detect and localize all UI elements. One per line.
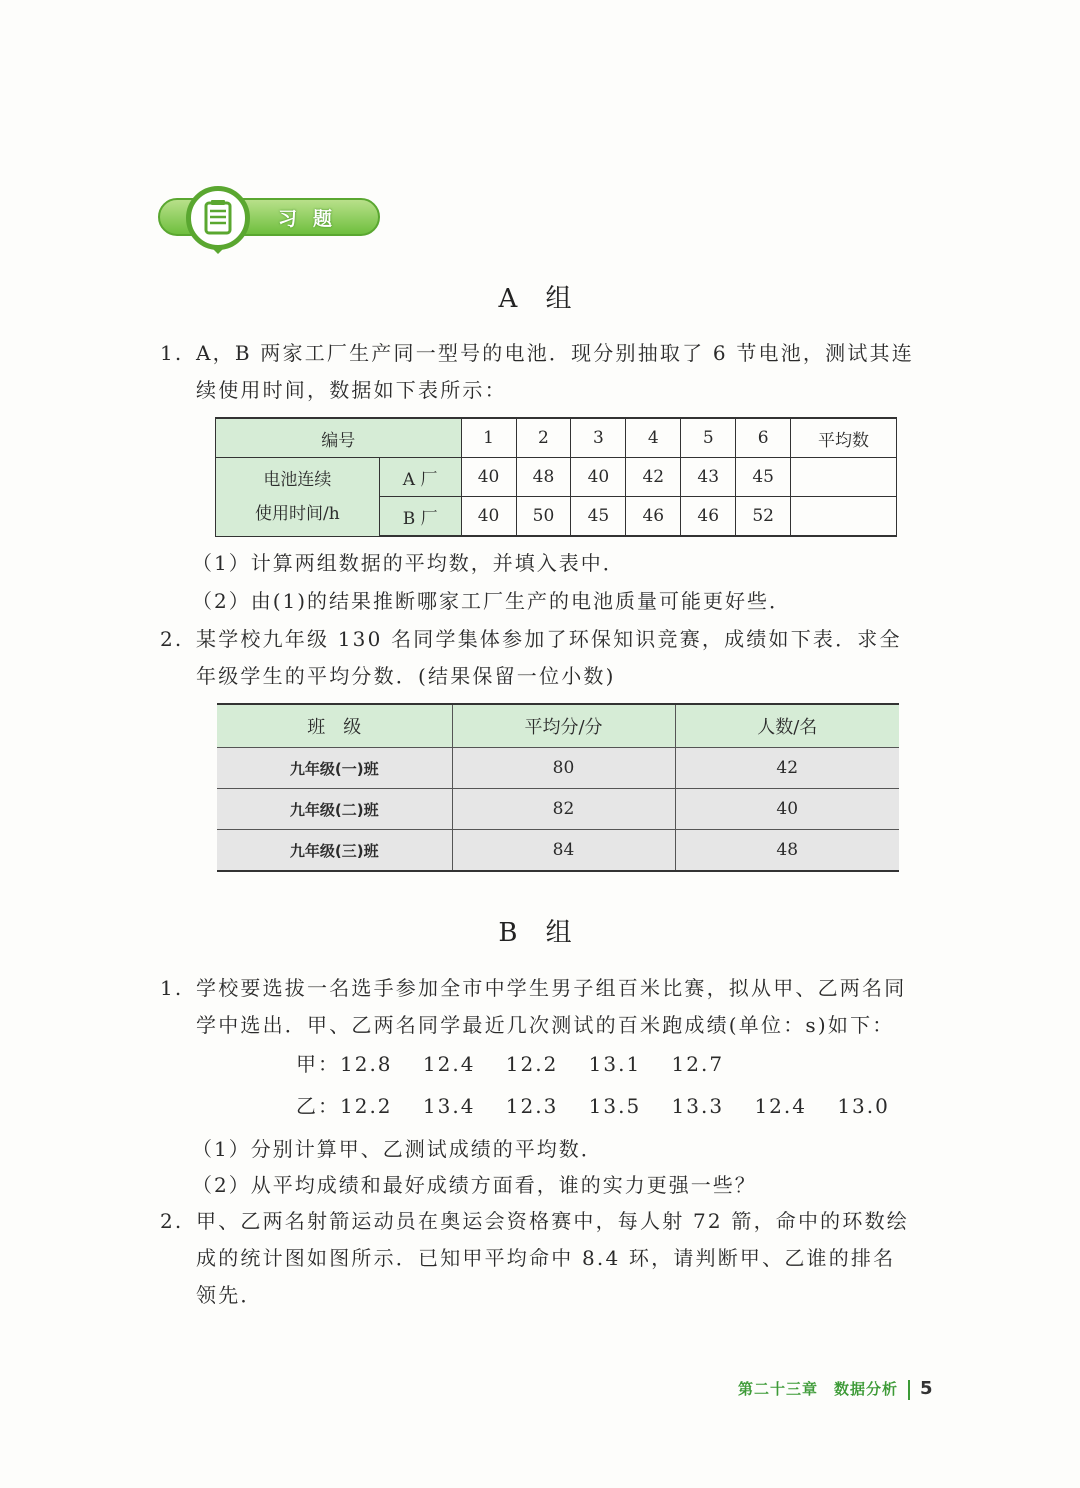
table-header-cell: 3 [571, 418, 626, 458]
question-b2 [160, 1203, 940, 1314]
question-a1 [160, 335, 940, 409]
table-cell: 45 [736, 458, 791, 497]
exercise-banner [158, 186, 382, 252]
table-cell: 43 [681, 458, 736, 497]
table-cell: 40 [675, 789, 899, 830]
sub-question-1: （1）计算两组数据的平均数，并填入表中． [192, 551, 625, 575]
table-cell: 52 [736, 497, 791, 537]
table-cell: 46 [626, 497, 681, 537]
question-text: 学中选出．甲、乙两名同学最近几次测试的百米跑成绩(单位：s)如下： [196, 1013, 895, 1037]
table-cell: 九年级(二)班 [217, 789, 452, 830]
question-number: 1. [160, 976, 184, 1000]
table-header-cell: 2 [516, 418, 571, 458]
sub-question-2: （2）由(1)的结果推断哪家工厂生产的电池质量可能更好些． [192, 589, 792, 613]
class-score-table [217, 703, 899, 872]
question-text: 某学校九年级 130 名同学集体参加了环保知识竞赛，成绩如下表．求全 [196, 627, 902, 651]
table-cell: 50 [516, 497, 571, 537]
table-header-cell: 1 [461, 418, 516, 458]
table-cell: 80 [452, 748, 675, 789]
row-label-cell [216, 458, 380, 537]
yi-scores: 乙：12.2 13.4 12.3 13.5 13.3 12.4 13.0 [296, 1094, 890, 1118]
table-cell: 40 [461, 458, 516, 497]
question-a2 [160, 621, 940, 695]
table-cell: 46 [681, 497, 736, 537]
group-b-title: B 组 [498, 918, 582, 948]
table-header-cell: 5 [681, 418, 736, 458]
table-header-cell: 4 [626, 418, 681, 458]
table-cell: 九年级(一)班 [217, 748, 452, 789]
table-header-cell: 班 级 [217, 704, 452, 748]
table-cell: 40 [461, 497, 516, 537]
row-label-line: 使用时间/h [255, 503, 340, 524]
table-header-cell: 平均数 [791, 418, 897, 458]
table-cell: 45 [571, 497, 626, 537]
footer-divider [908, 1380, 910, 1400]
table-cell: 82 [452, 789, 675, 830]
question-text: 年级学生的平均分数．(结果保留一位小数) [196, 664, 616, 688]
chapter-title: 第二十三章 数据分析 [738, 1380, 899, 1398]
question-text: 学校要选拔一名选手参加全市中学生男子组百米比赛，拟从甲、乙两名同 [196, 976, 907, 1000]
group-a-title: A 组 [498, 284, 582, 314]
question-text: 领先． [196, 1283, 263, 1307]
question-b1 [160, 970, 940, 1044]
average-cell-b [791, 497, 897, 537]
table-cell: 42 [626, 458, 681, 497]
table-header-cell: 平均分/分 [452, 704, 675, 748]
banner-pointer [210, 246, 226, 254]
page-footer [738, 1378, 934, 1400]
table-header-cell: 6 [736, 418, 791, 458]
question-text: A，B 两家工厂生产同一型号的电池．现分别抽取了 6 节电池，测试其连 [196, 341, 914, 365]
page-number: 5 [920, 1378, 934, 1399]
table-header-cell: 人数/名 [675, 704, 899, 748]
question-text: 续使用时间，数据如下表所示： [196, 378, 507, 402]
banner-label: 习题 [278, 208, 349, 230]
jia-scores: 甲：12.8 12.4 12.2 13.1 12.7 [296, 1052, 725, 1076]
question-number: 2. [160, 627, 184, 651]
row-label-line: 电池连续 [263, 469, 332, 490]
table-cell: 84 [452, 830, 675, 872]
average-cell-a [791, 458, 897, 497]
battery-table [215, 417, 897, 537]
factory-cell: B 厂 [379, 497, 461, 537]
factory-cell: A 厂 [379, 458, 461, 497]
table-cell: 48 [675, 830, 899, 872]
question-text: 成的统计图如图所示．已知甲平均命中 8.4 环，请判断甲、乙谁的排名 [196, 1246, 896, 1270]
question-number: 2. [160, 1209, 184, 1233]
table-cell: 40 [571, 458, 626, 497]
question-number: 1. [160, 341, 184, 365]
notepad-icon [186, 186, 250, 250]
table-header-cell: 编号 [216, 418, 462, 458]
question-text: 甲、乙两名射箭运动员在奥运会资格赛中，每人射 72 箭，命中的环数绘 [196, 1209, 909, 1233]
table-cell: 42 [675, 748, 899, 789]
sub-question-2: （2）从平均成绩和最好成绩方面看，谁的实力更强一些？ [192, 1173, 757, 1197]
sub-question-1: （1）分别计算甲、乙测试成绩的平均数． [192, 1137, 603, 1161]
table-cell: 九年级(三)班 [217, 830, 452, 872]
table-cell: 48 [516, 458, 571, 497]
